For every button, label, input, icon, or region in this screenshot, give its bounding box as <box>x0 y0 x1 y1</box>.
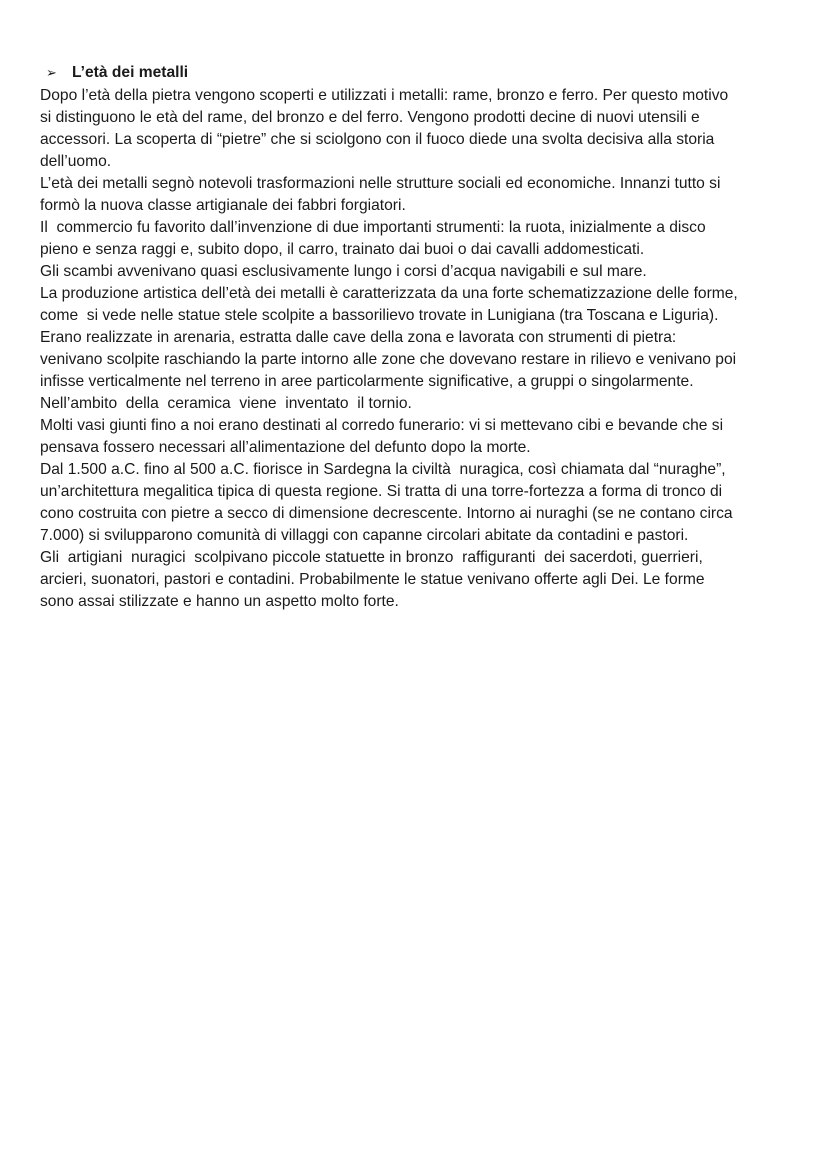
text-line: Gli artigiani nuragici scolpivano piccole statuette in bronzo raffiguranti dei sacerdoti, guerrieri, <box>40 549 703 566</box>
text-line: Erano realizzate in arenaria, estratta dalle cave della zona e lavorata con strumenti di pietra: <box>40 329 677 346</box>
text-line: venivano scolpite raschiando la parte intorno alle zone che dovevano restare in rilievo e venivano poi <box>40 351 737 368</box>
document-page <box>40 62 800 613</box>
text-line: come si vede nelle statue stele scolpite a bassorilievo trovate in Lunigiana (tra Toscana e Liguria). <box>40 307 719 324</box>
text-line: formò la nuova classe artigianale dei fabbri forgiatori. <box>40 197 406 214</box>
text-line: pieno e senza raggi e, subito dopo, il carro, trainato dai buoi o dai cavalli addomesticati. <box>40 241 645 258</box>
text-line: si distinguono le età del rame, del bronzo e del ferro. Vengono prodotti decine di nuovi utensili e <box>40 109 700 126</box>
body-text <box>40 85 800 613</box>
text-line: Molti vasi giunti fino a noi erano destinati al corredo funerario: vi si mettevano cibi e bevande che si <box>40 417 724 434</box>
section-title: L’età dei metalli <box>72 64 189 81</box>
text-line: un’architettura megalitica tipica di questa regione. Si tratta di una torre-fortezza a forma di tronco di <box>40 483 723 500</box>
text-line: arcieri, suonatori, pastori e contadini. Probabilmente le statue venivano offerte agli Dei. Le forme <box>40 571 705 588</box>
text-line: sono assai stilizzate e hanno un aspetto molto forte. <box>40 593 399 610</box>
text-line: Dal 1.500 a.C. fino al 500 a.C. fiorisce in Sardegna la civiltà nuragica, così chiamata dal “nuraghe”, <box>40 461 726 478</box>
text-line: Nell’ambito della ceramica viene inventato il tornio. <box>40 395 412 412</box>
text-line: pensava fossero necessari all’alimentazione del defunto dopo la morte. <box>40 439 531 456</box>
text-line: infisse verticalmente nel terreno in aree particolarmente significative, a gruppi o singolarmente. <box>40 373 694 390</box>
text-line: Gli scambi avvenivano quasi esclusivamente lungo i corsi d’acqua navigabili e sul mare. <box>40 263 647 280</box>
section-heading <box>40 62 800 84</box>
arrow-bullet-icon: ➢ <box>46 65 57 80</box>
text-line: Dopo l’età della pietra vengono scoperti e utilizzati i metalli: rame, bronzo e ferro. Per questo motivo <box>40 87 729 104</box>
text-line: accessori. La scoperta di “pietre” che si sciolgono con il fuoco diede una svolta decisiva alla storia <box>40 131 715 148</box>
text-line: La produzione artistica dell’età dei metalli è caratterizzata da una forte schematizzazione delle forme, <box>40 285 738 302</box>
text-line: cono costruita con pietre a secco di dimensione decrescente. Intorno ai nuraghi (se ne contano circa <box>40 505 733 522</box>
text-line: 7.000) si svilupparono comunità di villaggi con capanne circolari abitate da contadini e pastori. <box>40 527 689 544</box>
text-line: L’età dei metalli segnò notevoli trasformazioni nelle strutture sociali ed economiche. Innanzi tutto si <box>40 175 721 192</box>
text-line: dell’uomo. <box>40 153 112 170</box>
text-line: Il commercio fu favorito dall’invenzione di due importanti strumenti: la ruota, inizialmente a disco <box>40 219 706 236</box>
